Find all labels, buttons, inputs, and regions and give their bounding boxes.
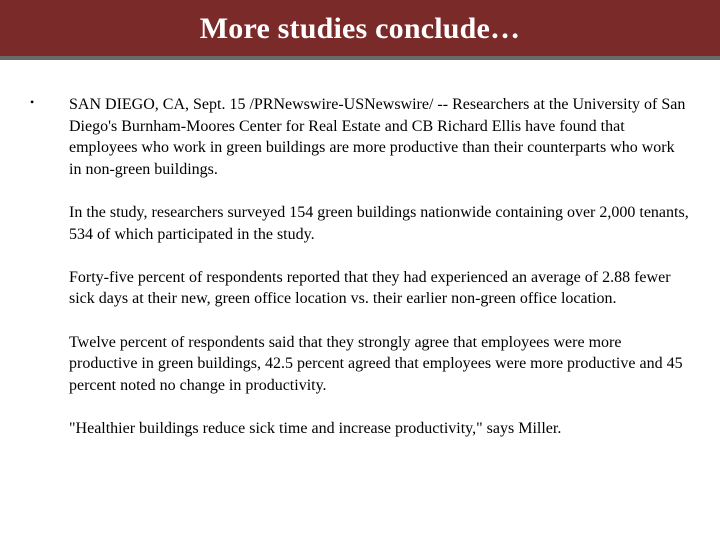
title-bar: [0, 0, 720, 60]
paragraph-intro: SAN DIEGO, CA, Sept. 15 /PRNewswire-USNewswire/ -- Researchers at the University of San Diego's Burnham-Moores Center for Real Estate and CB Richard Ellis have found that employees who work in green buildings are more productive than their counterparts who work in non-green buildings.: [69, 96, 686, 178]
slide-title: More studies conclude…: [199, 12, 521, 45]
paragraph-productivity: Twelve percent of respondents said that they strongly agree that employees were more productive in green buildings, 42.5 percent agreed that employees were more productive and 45 percent noted no change in productivity.: [69, 333, 683, 394]
bullet-marker: •: [30, 95, 35, 109]
paragraph-quote: "Healthier buildings reduce sick time and increase productivity," says Miller.: [69, 419, 562, 437]
bullet-body: [69, 94, 689, 461]
paragraph-study: In the study, researchers surveyed 154 green buildings nationwide containing over 2,000 tenants, 534 of which participated in the study.: [69, 203, 689, 243]
paragraph-sick-days: Forty-five percent of respondents reported that they had experienced an average of 2.88 fewer sick days at their new, green office location vs. their earlier non-green office location.: [69, 268, 671, 308]
